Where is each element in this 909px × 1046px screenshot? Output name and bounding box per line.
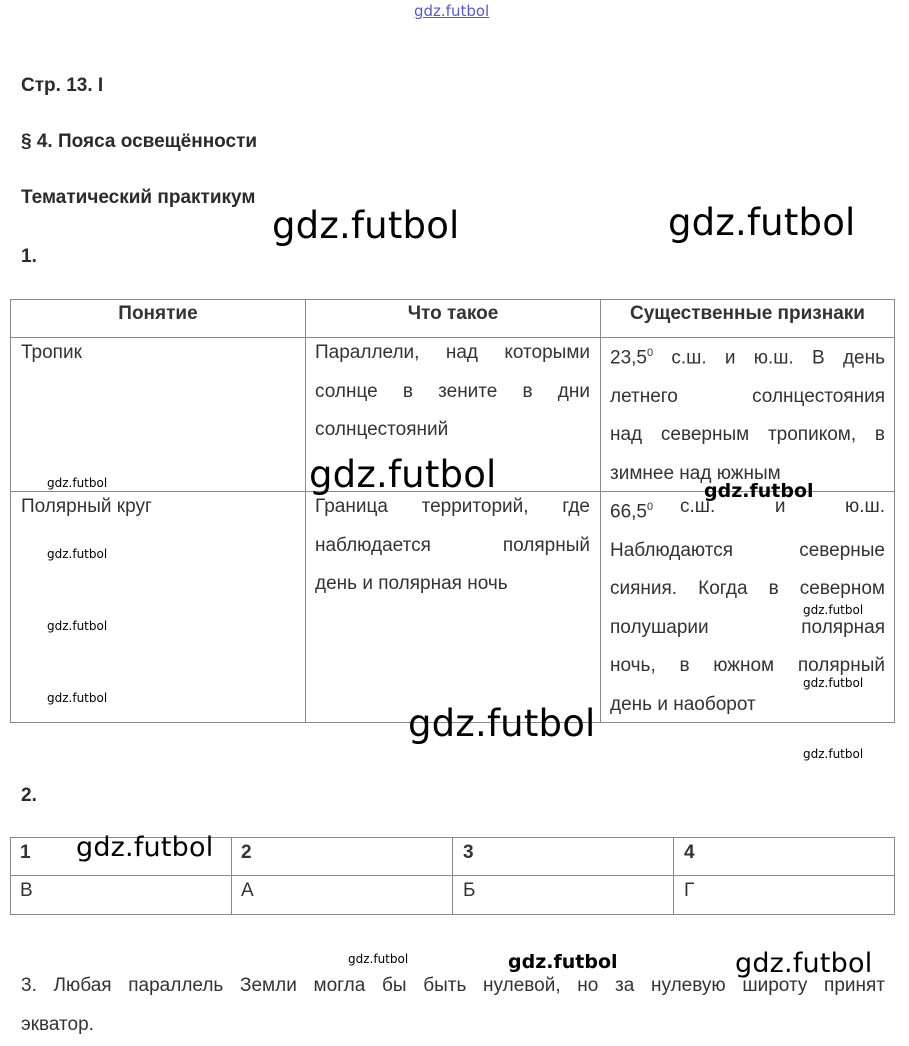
answer-1: В: [20, 880, 33, 901]
watermark-top-link[interactable]: gdz.futbol: [414, 2, 490, 20]
watermark: gdz.futbol: [803, 603, 864, 617]
watermark: gdz.futbol: [408, 702, 596, 745]
watermark: gdz.futbol: [704, 480, 814, 502]
row1-definition: Параллели, над которыми солнце в зените в дни солнцестояний: [315, 342, 590, 440]
watermark: gdz.futbol: [348, 952, 409, 966]
task3-text-line1: 3. Любая параллель Земли могла бы быть нулевой, но за нулевую широту принят: [21, 975, 885, 996]
answers-header-3: 3: [463, 842, 474, 863]
watermark: gdz.futbol: [272, 204, 460, 247]
row2-definition: Граница территорий, где наблюдается полярный день и полярная ночь: [315, 496, 590, 594]
watermark: gdz.futbol: [47, 476, 108, 490]
watermark: gdz.futbol: [309, 453, 497, 496]
watermark: gdz.futbol: [508, 951, 618, 973]
answers-header-1: 1: [20, 842, 31, 863]
col-header-concept: Понятие: [118, 303, 198, 324]
watermark: gdz.futbol: [47, 547, 108, 561]
watermark: gdz.futbol: [803, 747, 864, 761]
watermark: gdz.futbol: [735, 948, 873, 979]
answers-header-4: 4: [684, 842, 695, 863]
watermark: gdz.futbol: [76, 832, 214, 863]
section-title: § 4. Пояса освещённости: [21, 131, 258, 152]
watermark: gdz.futbol: [47, 691, 108, 705]
row2-concept: Полярный круг: [21, 496, 152, 517]
answer-4: Г: [684, 880, 695, 901]
answer-3: Б: [463, 880, 476, 901]
practicum-title: Тематический практикум: [21, 187, 256, 208]
col-header-features: Существенные признаки: [630, 303, 865, 324]
watermark: gdz.futbol: [668, 201, 856, 244]
col-header-definition: Что такое: [407, 303, 499, 324]
answers-header-2: 2: [241, 842, 252, 863]
page-reference: Стр. 13. I: [21, 75, 104, 96]
task1-number: 1.: [21, 246, 37, 267]
watermark: gdz.futbol: [47, 619, 108, 633]
watermark: gdz.futbol: [803, 676, 864, 690]
task3-text-line2: экватор.: [21, 1014, 94, 1035]
row1-concept: Тропик: [21, 342, 82, 363]
answer-2: А: [241, 880, 254, 901]
row2-features: 66,5$^0$ с.ш. и ю.ш. Наблюдаются северные сияния. Когда в северном полушарии полярная ночь, в южном полярный день и наоборот: [610, 496, 885, 715]
row1-features: 23,5$^0$ с.ш. и ю.ш. В день летнего солнцестояния над северным тропиком, в зимнее над южным: [610, 347, 885, 484]
task2-number: 2.: [21, 785, 37, 806]
